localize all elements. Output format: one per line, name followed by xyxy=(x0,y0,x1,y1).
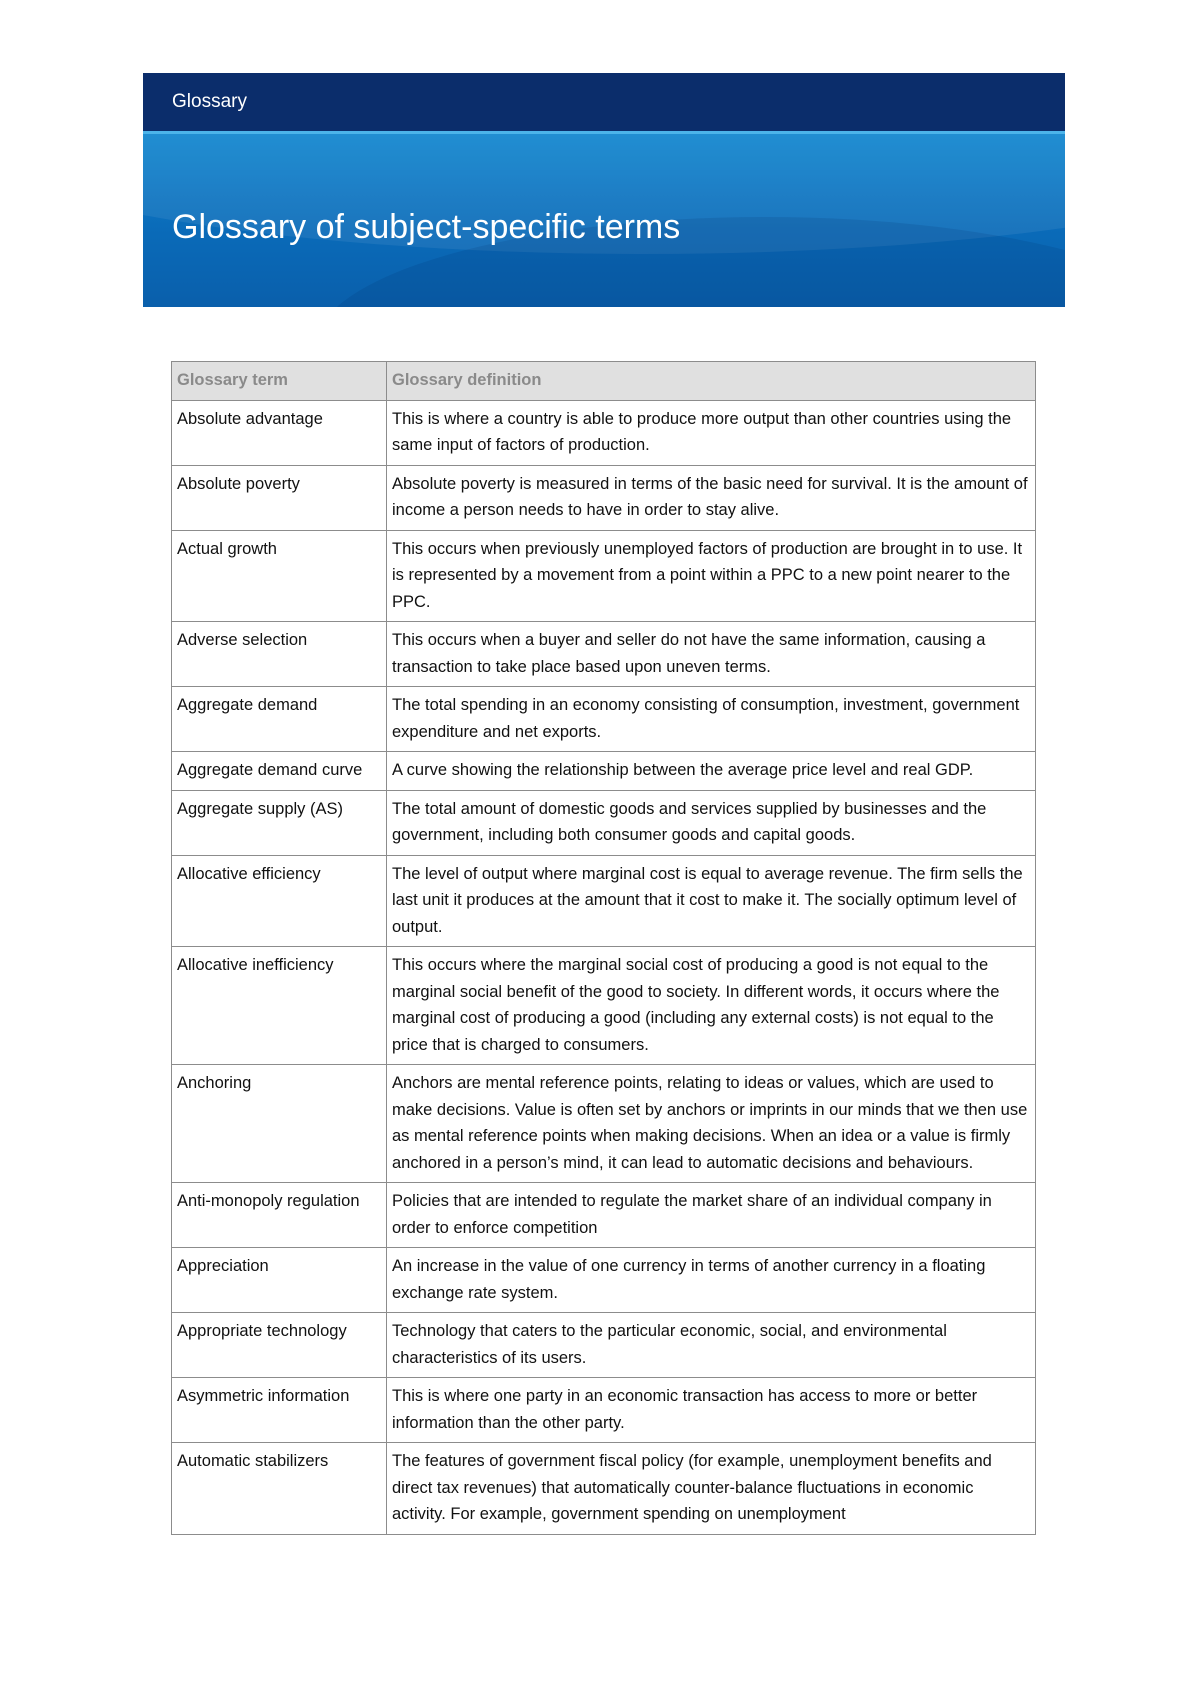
glossary-term: Allocative efficiency xyxy=(172,855,387,947)
glossary-definition: An increase in the value of one currency in terms of another currency in a floating exchange rate system. xyxy=(387,1248,1036,1313)
glossary-definition: The level of output where marginal cost is equal to average revenue. The firm sells the last unit it produces at the amount that it cost to make it. The socially optimum level of output. xyxy=(387,855,1036,947)
glossary-definition: The total spending in an economy consisting of consumption, investment, government expenditure and net exports. xyxy=(387,687,1036,752)
page-title: Glossary of subject-specific terms xyxy=(172,208,681,246)
glossary-definition: Policies that are intended to regulate the market share of an individual company in order to enforce competition xyxy=(387,1183,1036,1248)
glossary-definition: The features of government fiscal policy (for example, unemployment benefits and direct tax revenues) that automatically counter-balance fluctuations in economic activity. For example, government spending on unemployment xyxy=(387,1443,1036,1535)
section-header-band xyxy=(143,73,1065,131)
glossary-term: Anti-monopoly regulation xyxy=(172,1183,387,1248)
table-row xyxy=(172,1313,1036,1378)
table-row xyxy=(172,855,1036,947)
glossary-term: Appropriate technology xyxy=(172,1313,387,1378)
glossary-term: Absolute poverty xyxy=(172,465,387,530)
table-row xyxy=(172,400,1036,465)
glossary-definition: A curve showing the relationship between the average price level and real GDP. xyxy=(387,752,1036,791)
column-header-definition: Glossary definition xyxy=(387,362,1036,401)
table-row xyxy=(172,622,1036,687)
section-label: Glossary xyxy=(172,91,247,112)
glossary-definition: This occurs when previously unemployed factors of production are brought in to use. It is represented by a movement from a point within a PPC to a new point nearer to the PPC. xyxy=(387,530,1036,622)
glossary-term: Anchoring xyxy=(172,1065,387,1183)
glossary-definition: This occurs when a buyer and seller do not have the same information, causing a transaction to take place based upon uneven terms. xyxy=(387,622,1036,687)
table-row xyxy=(172,752,1036,791)
glossary-definition: Technology that caters to the particular economic, social, and environmental characteristics of its users. xyxy=(387,1313,1036,1378)
table-row xyxy=(172,790,1036,855)
glossary-definition: Anchors are mental reference points, relating to ideas or values, which are used to make decisions. Value is often set by anchors or imprints in our minds that we then use as mental reference points when making decisions. When an idea or a value is firmly anchored in a person’s mind, it can lead to automatic decisions and behaviours. xyxy=(387,1065,1036,1183)
table-header-row xyxy=(172,362,1036,401)
glossary-term: Appreciation xyxy=(172,1248,387,1313)
glossary-term: Actual growth xyxy=(172,530,387,622)
glossary-definition: This is where a country is able to produce more output than other countries using the same input of factors of production. xyxy=(387,400,1036,465)
glossary-term: Automatic stabilizers xyxy=(172,1443,387,1535)
title-band xyxy=(143,131,1065,307)
table-row xyxy=(172,947,1036,1065)
table-row xyxy=(172,1378,1036,1443)
glossary-definition: This occurs where the marginal social cost of producing a good is not equal to the marginal social benefit of the good to society. In different words, it occurs where the marginal cost of producing a good (including any external costs) is not equal to the price that is charged to consumers. xyxy=(387,947,1036,1065)
glossary-definition: Absolute poverty is measured in terms of the basic need for survival. It is the amount of income a person needs to have in order to stay alive. xyxy=(387,465,1036,530)
table-row xyxy=(172,1183,1036,1248)
table-row xyxy=(172,530,1036,622)
table-row xyxy=(172,1248,1036,1313)
column-header-term: Glossary term xyxy=(172,362,387,401)
glossary-term: Adverse selection xyxy=(172,622,387,687)
glossary-definition: This is where one party in an economic transaction has access to more or better information than the other party. xyxy=(387,1378,1036,1443)
table-row xyxy=(172,465,1036,530)
table-row xyxy=(172,1065,1036,1183)
glossary-table xyxy=(171,361,1036,1535)
page-bottom-margin xyxy=(165,1564,1045,1696)
glossary-term: Asymmetric information xyxy=(172,1378,387,1443)
glossary-term: Absolute advantage xyxy=(172,400,387,465)
glossary-term: Aggregate demand xyxy=(172,687,387,752)
table-row xyxy=(172,1443,1036,1535)
table-row xyxy=(172,687,1036,752)
glossary-definition: The total amount of domestic goods and services supplied by businesses and the government, including both consumer goods and capital goods. xyxy=(387,790,1036,855)
glossary-term: Allocative inefficiency xyxy=(172,947,387,1065)
glossary-term: Aggregate supply (AS) xyxy=(172,790,387,855)
glossary-term: Aggregate demand curve xyxy=(172,752,387,791)
